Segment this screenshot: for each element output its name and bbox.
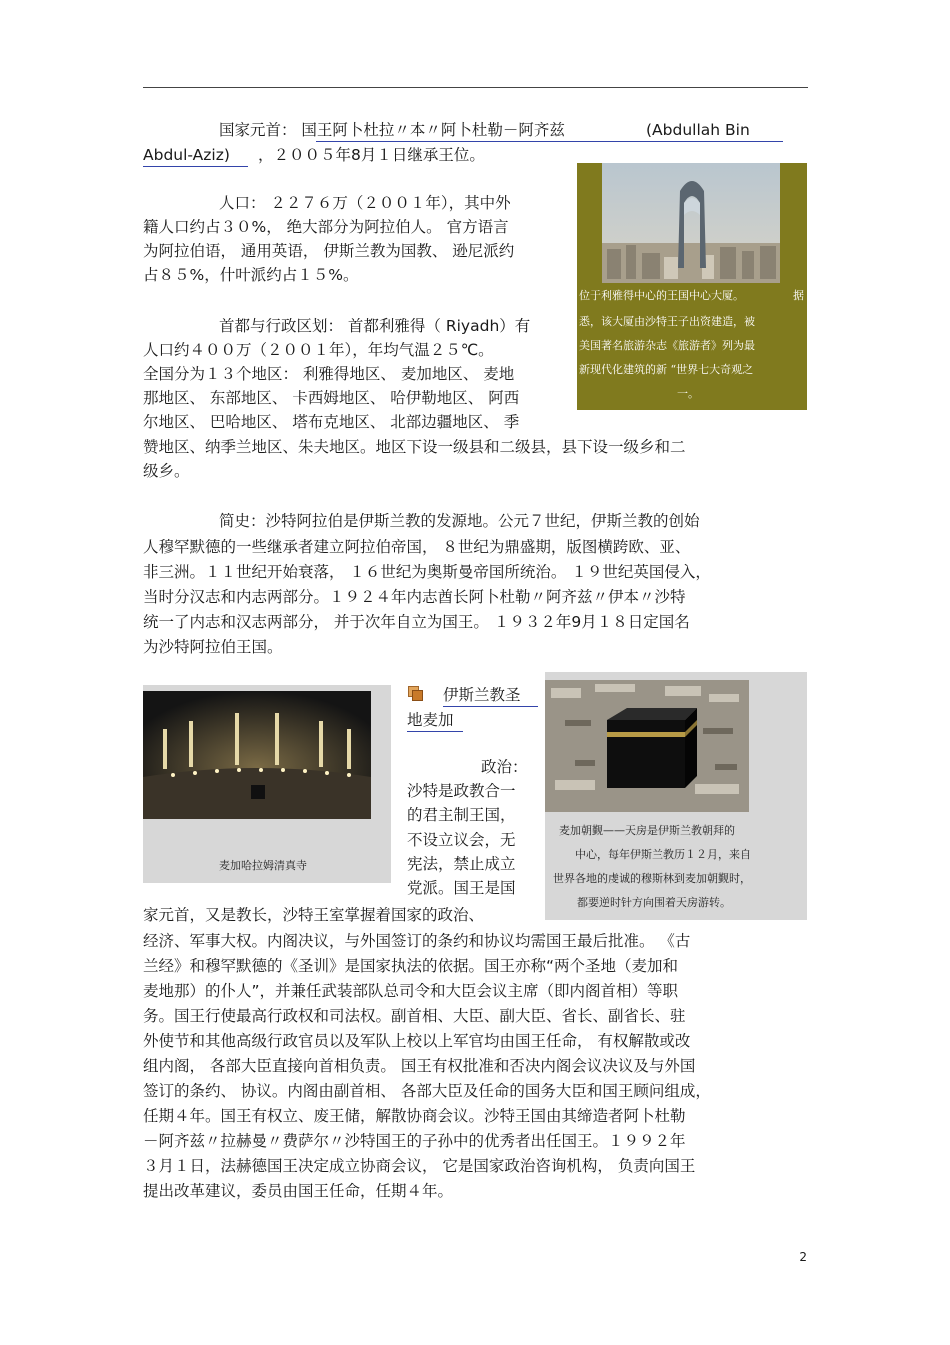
- capital-line3: 全国分为１３个地区： 利雅得地区、 麦加地区、 麦地: [143, 365, 515, 383]
- politics-line7: 组内阁， 各部大臣直接向首相负责。 国王有权批准和否决内阁会议决议及与外国: [143, 1057, 696, 1075]
- mosque-caption: 麦加哈拉姆清真寺: [219, 859, 307, 872]
- riyadh-photo-box: [577, 163, 807, 410]
- politics-narrow-6: 党派。国王是国: [407, 879, 516, 897]
- kaaba-caption-line4: 都要逆时针方向围着天房游转。: [577, 896, 731, 909]
- capital-line7: 级乡。: [143, 462, 190, 480]
- mecca-link-line1[interactable]: 伊斯兰教圣: [443, 686, 521, 704]
- name-link-underline-2: [143, 166, 248, 167]
- kingdom-centre-photo: [602, 163, 780, 283]
- politics-narrow-3: 的君主制王国，: [407, 806, 516, 824]
- politics-line10: －阿齐兹〃拉赫曼〃费萨尔〃沙特国王的子孙中的优秀者出任国王。１９９２年: [143, 1132, 686, 1150]
- politics-narrow-1: 政治：: [481, 758, 528, 776]
- politics-line1: 家元首，又是教长，沙特王室掌握着国家的政治、: [143, 906, 485, 924]
- politics-line9: 任期４年。国王有权立、废王储，解散协商会议。沙特王国由其缔造者阿卜杜勒: [143, 1107, 686, 1125]
- politics-narrow-2: 沙特是政教合一: [407, 782, 516, 800]
- head-of-state-line1: 国家元首： 国王阿卜杜拉〃本〃阿卜杜勒－阿齐兹: [219, 121, 565, 139]
- politics-line12: 提出改革建议，委员由国王任命，任期４年。: [143, 1182, 454, 1200]
- riyadh-caption-line2: 悉，该大厦由沙特王子出资建造，被: [579, 315, 755, 328]
- name-link-underline-1: [316, 141, 783, 142]
- head-of-state-latin1: (Abdullah Bin: [646, 121, 750, 139]
- politics-line4: 麦地那）的仆人”，并兼任武装部队总司令和大臣会议主席（即内阁首相）等职: [143, 982, 679, 1000]
- capital-line1: 首都与行政区划： 首都利雅得（ Riyadh）有: [219, 317, 531, 335]
- page-number: 2: [799, 1250, 807, 1264]
- riyadh-caption-line3: 美国著名旅游杂志《旅游者》列为最: [579, 339, 755, 352]
- politics-line3: 兰经》和穆罕默德的《圣训》是国家执法的依据。国王亦称“两个圣地（麦加和: [143, 957, 679, 975]
- kaaba-caption-line3: 世界各地的虔诚的穆斯林到麦加朝觐时，: [553, 872, 751, 885]
- politics-narrow-4: 不设立议会，无: [407, 831, 516, 849]
- capital-line6: 赞地区、纳季兰地区、朱夫地区。地区下设一级县和二级县，县下设一级乡和二: [143, 438, 686, 456]
- riyadh-caption-line5: 一。: [677, 387, 699, 400]
- population-line2: 籍人口约占３０%， 绝大部分为阿拉伯人。 官方语言: [143, 218, 509, 236]
- population-line4: 占８５%，什叶派约占１５%。: [143, 266, 359, 284]
- politics-line11: ３月１日，法赫德国王决定成立协商会议， 它是国家政治咨询机构， 负责向国王: [143, 1157, 696, 1175]
- politics-line8: 签订的条约、 协议。内阁由副首相、 各部大臣及任命的国务大臣和国王顾问组成，: [143, 1082, 711, 1100]
- capital-line4: 那地区、 东部地区、 卡西姆地区、 哈伊勒地区、 阿西: [143, 389, 520, 407]
- riyadh-caption-line4: 新现代化建筑的新 “世界七大奇观之: [579, 363, 754, 376]
- kaaba-photo: [545, 680, 749, 812]
- capital-line2: 人口约４００万（２００１年），年均气温２５℃。: [143, 341, 494, 359]
- history-line5: 统一了内志和汉志两部分， 并于次年自立为国王。 １９３２年9月１８日定国名: [143, 613, 690, 631]
- politics-line2: 经济、军事大权。内阁决议，与外国签订的条约和协议均需国王最后批准。 《古: [143, 932, 691, 950]
- politics-line6: 外使节和其他高级行政官员以及军队上校以上军官均由国王任命， 有权解散或改: [143, 1032, 691, 1050]
- link-bullet-icon: [408, 686, 422, 700]
- kaaba-caption-line2: 中心，每年伊斯兰教历１２月，来自: [575, 848, 751, 861]
- kaaba-caption-line1: 麦加朝觐——天房是伊斯兰教朝拜的: [559, 824, 735, 837]
- politics-line5: 务。国王行使最高行政权和司法权。副首相、大臣、副大臣、省长、副省长、驻: [143, 1007, 686, 1025]
- mecca-link-underline-1: [443, 706, 538, 707]
- history-line1: 简史：沙特阿拉伯是伊斯兰教的发源地。公元７世纪，伊斯兰教的创始: [219, 512, 700, 530]
- history-line2: 人穆罕默德的一些继承者建立阿拉伯帝国， ８世纪为鼎盛期，版图横跨欧、亚、: [143, 538, 691, 556]
- kaaba-photo-box: [545, 672, 807, 920]
- capital-line5: 尔地区、 巴哈地区、 塔布克地区、 北部边疆地区、 季: [143, 413, 520, 431]
- head-of-state-latin2[interactable]: Abdul-Aziz): [143, 146, 230, 164]
- riyadh-caption-line1: 位于利雅得中心的王国中心大厦。 据: [579, 289, 804, 302]
- population-line3: 为阿拉伯语， 通用英语， 伊斯兰教为国教、 逊尼派约: [143, 242, 515, 260]
- mosque-photo-box: [143, 685, 391, 883]
- history-line3: 非三洲。１１世纪开始衰落， １６世纪为奥斯曼帝国所统治。 １９世纪英国侵入，: [143, 563, 711, 581]
- history-line6: 为沙特阿拉伯王国。: [143, 638, 283, 656]
- mecca-link-line2[interactable]: 地麦加: [407, 711, 454, 729]
- population-line1: 人口： ２２７６万（２００１年），其中外: [219, 194, 511, 212]
- history-line4: 当时分汉志和内志两部分。１９２４年内志酋长阿卜杜勒〃阿齐兹〃伊本〃沙特: [143, 588, 686, 606]
- head-of-state-line2: ，２００５年8月１日继承王位。: [258, 146, 485, 164]
- politics-narrow-5: 宪法，禁止成立: [407, 855, 516, 873]
- mecca-link-underline-2: [407, 731, 463, 732]
- haram-mosque-photo: [143, 691, 371, 819]
- top-rule: [143, 87, 808, 88]
